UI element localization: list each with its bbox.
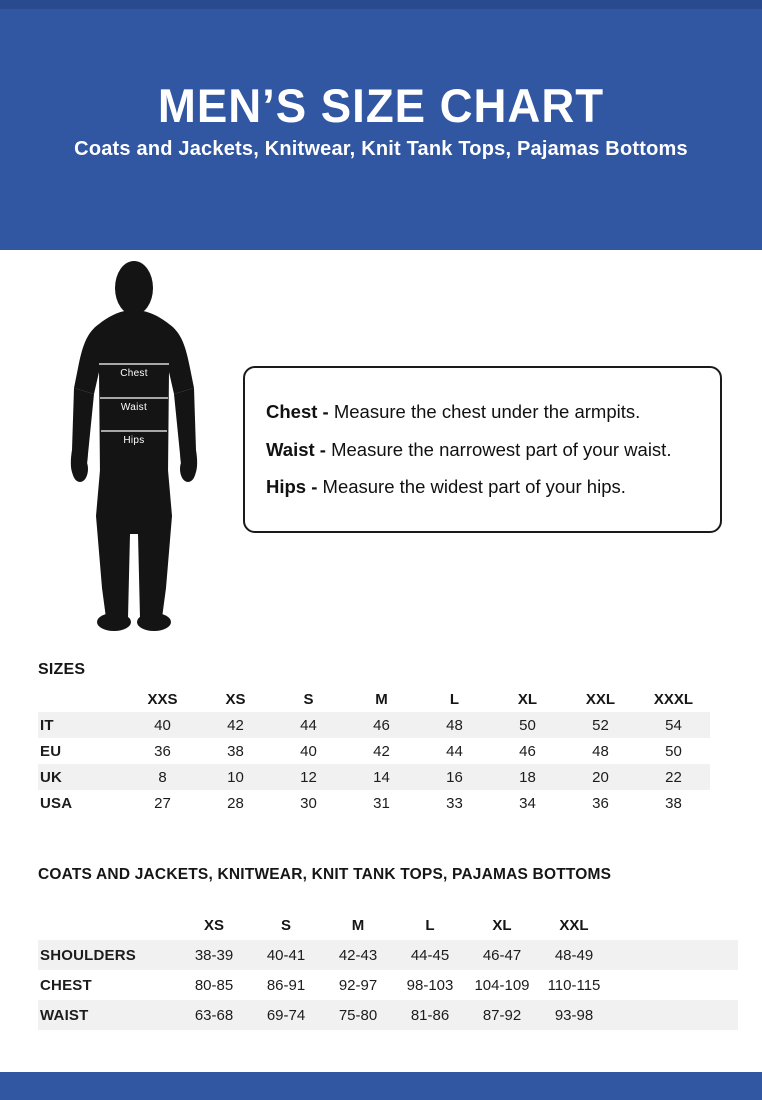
size-cell: 40 [300, 742, 317, 760]
size-cell: 52 [592, 716, 609, 734]
size-cell: 40 [154, 716, 171, 734]
measure-description-waist: Measure the narrowest part of your waist. [325, 438, 672, 460]
row-label-eu: EU [40, 742, 62, 760]
size-cell: 48 [592, 742, 609, 760]
size-cell: 8 [158, 768, 167, 786]
garment-cell: 93-98 [554, 1006, 594, 1024]
garment-col-header-xxl: XXL [559, 917, 589, 934]
size-row-uk [38, 764, 710, 790]
measure-guide-item-waist [266, 431, 702, 469]
silhouette-legs [96, 470, 172, 618]
sizes-section [38, 661, 710, 816]
size-cell: 12 [300, 768, 317, 786]
garment-cell: 87-92 [482, 1006, 522, 1024]
size-cell: 44 [300, 716, 317, 734]
size-cell: 50 [519, 716, 536, 734]
size-cell: 34 [519, 794, 536, 812]
garment-cell: 42-43 [338, 946, 378, 964]
size-cell: 48 [446, 716, 463, 734]
sizes-title: SIZES [38, 661, 86, 678]
size-cell: 38 [227, 742, 244, 760]
silhouette-torso [74, 310, 194, 474]
page-subtitle: Coats and Jackets, Knitwear, Knit Tank Tops, Pajamas Bottoms [74, 137, 688, 160]
measure-description-chest: Measure the chest under the armpits. [328, 401, 641, 422]
size-col-header-xxxl: XXXL [653, 690, 694, 708]
page-title: MEN’S SIZE CHART [157, 79, 605, 132]
garment-title: COATS AND JACKETS, KNITWEAR, KNIT TANK TOPS, PAJAMAS BOTTOMS [38, 866, 612, 883]
size-cell: 36 [154, 742, 171, 760]
row-label-uk: UK [40, 768, 63, 786]
size-row-it [38, 712, 710, 738]
size-col-header-xxl: XXL [585, 690, 616, 708]
sizes-table [38, 686, 710, 816]
measure-guide-box [243, 366, 722, 533]
footer-bar [0, 1072, 762, 1100]
size-col-header-xs: XS [225, 690, 246, 708]
garment-cell: 104-109 [474, 976, 530, 994]
row-label-waist: WAIST [40, 1006, 89, 1024]
row-label-chest: CHEST [40, 976, 92, 994]
size-col-header-m: M [375, 690, 388, 708]
garment-cell: 86-91 [266, 976, 306, 994]
garment-cell: 75-80 [338, 1006, 378, 1024]
garment-section [38, 866, 738, 1030]
garment-cell: 48-49 [554, 946, 594, 964]
size-cell: 42 [373, 742, 390, 760]
garment-row-waist [38, 1000, 738, 1030]
waist-figure-label: Waist [120, 402, 148, 413]
chest-figure-label: Chest [120, 368, 148, 379]
size-cell: 20 [592, 768, 609, 786]
garment-col-header-s: S [280, 917, 291, 934]
size-cell: 50 [665, 742, 682, 760]
size-col-header-xl: XL [517, 690, 538, 708]
silhouette-right-hand [180, 456, 196, 482]
size-cell: 42 [227, 716, 244, 734]
size-cell: 28 [227, 794, 244, 812]
row-label-it: IT [40, 716, 54, 734]
size-cell: 38 [665, 794, 682, 812]
garment-col-header-xl: XL [492, 917, 512, 934]
measure-description-hips: Measure the widest part of your hips. [317, 476, 626, 497]
garment-cell: 98-103 [406, 976, 454, 994]
silhouette-right-foot [137, 613, 171, 631]
row-label-shoulders: SHOULDERS [40, 946, 136, 964]
garment-cell: 110-115 [547, 976, 601, 994]
garment-table [38, 906, 738, 1030]
hips-figure-label: Hips [123, 435, 145, 446]
garment-cell: 81-86 [410, 1006, 450, 1024]
garment-cell: 63-68 [194, 1006, 234, 1024]
garment-cell: 44-45 [410, 946, 450, 964]
garment-cell: 38-39 [194, 946, 234, 964]
garment-row-chest [38, 970, 738, 1000]
size-row-eu [38, 738, 710, 764]
size-cell: 46 [373, 716, 390, 734]
silhouette-left-foot [97, 613, 131, 631]
garment-cell: 40-41 [266, 946, 306, 964]
size-cell: 22 [665, 768, 682, 786]
measure-guide-item-chest [266, 393, 702, 431]
silhouette-left-hand [72, 456, 88, 482]
garment-cell: 92-97 [338, 976, 378, 994]
size-cell: 30 [300, 794, 317, 812]
size-cell: 18 [519, 768, 536, 786]
size-cell: 46 [519, 742, 536, 760]
size-cell: 44 [446, 742, 463, 760]
measure-guide-item-hips [266, 468, 702, 506]
size-row-usa [38, 790, 710, 816]
garment-cell: 46-47 [482, 946, 522, 964]
size-cell: 31 [373, 794, 390, 812]
garment-header-row [38, 906, 738, 940]
header-banner [0, 0, 762, 250]
garment-col-header-m: M [351, 917, 365, 934]
garment-row-shoulders [38, 940, 738, 970]
size-cell: 27 [154, 794, 171, 812]
size-cell: 14 [373, 768, 390, 786]
row-label-usa: USA [40, 794, 73, 812]
garment-col-header-xs: XS [203, 917, 224, 934]
garment-cell: 80-85 [194, 976, 234, 994]
man-silhouette-figure [48, 256, 220, 638]
garment-cell: 69-74 [266, 1006, 306, 1024]
sizes-header-row [38, 686, 710, 712]
measure-term-chest: Chest - [266, 401, 329, 422]
size-cell: 36 [592, 794, 609, 812]
size-cell: 10 [227, 768, 244, 786]
measure-term-hips: Hips - [266, 476, 318, 497]
size-cell: 16 [446, 768, 463, 786]
size-col-header-xxs: XXS [147, 690, 178, 708]
size-col-header-s: S [303, 690, 314, 708]
silhouette-head [115, 261, 153, 315]
size-col-header-l: L [449, 690, 460, 708]
garment-col-header-l: L [425, 917, 435, 934]
size-cell: 54 [665, 716, 682, 734]
size-cell: 33 [446, 794, 463, 812]
measure-term-waist: Waist - [266, 438, 326, 460]
